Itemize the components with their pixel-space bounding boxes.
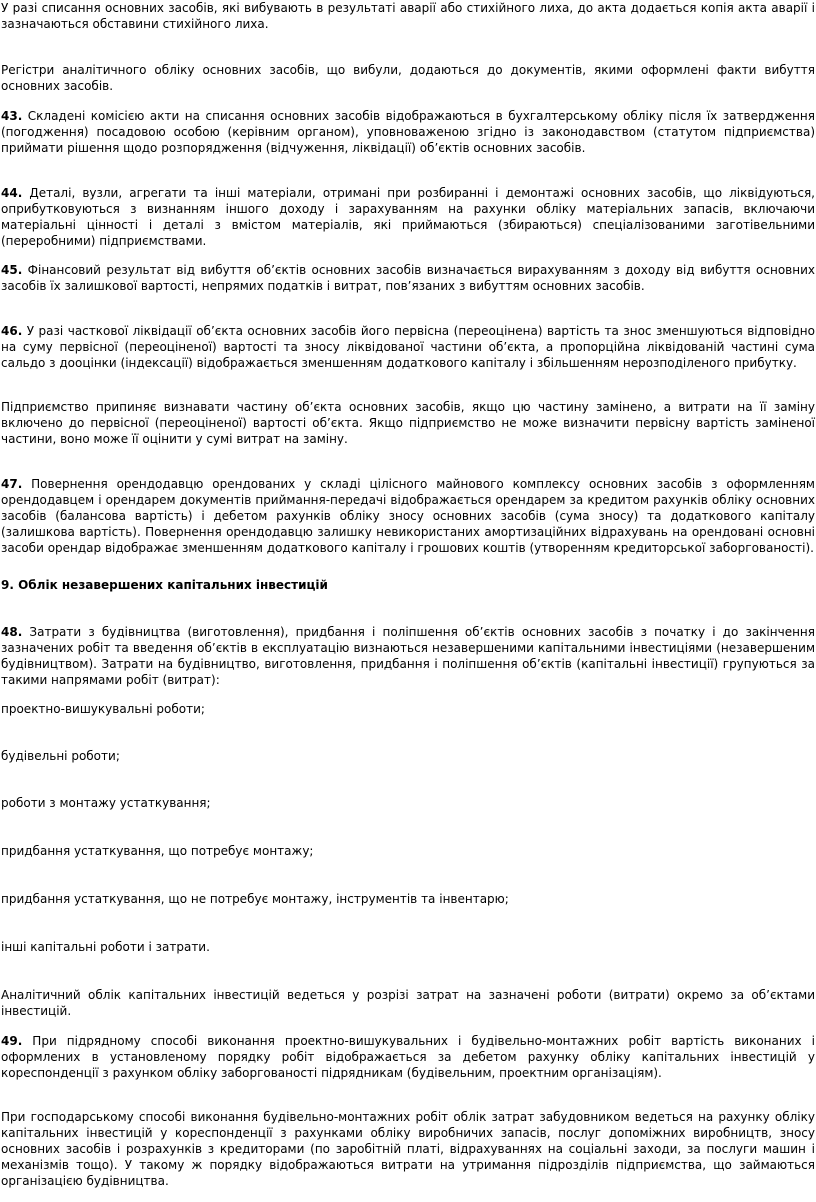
paragraph-number: 49. bbox=[1, 1034, 23, 1048]
paragraph-48: 48. Затрати з будівництва (виготовлення), придбання і поліпшення об’єктів основних засобів з початку і до закінчення зазначених робіт та введення об’єктів в експлуатацію визнаються незавершеними капітальними інвестиціями (незавершеним будівництвом). Затрати на будівництво, виготовлення, придбання і поліпшення об’єктів (капітальні інвестиції) групуються за такими напрямами робіт (витрат): bbox=[1, 625, 815, 687]
paragraph-49-household-method: При господарському способі виконання будівельно-монтажних робіт облік затрат забудовником ведеться на рахунку обліку капітальних інвестицій у кореспонденції з рахунками обліку виробничих запасів, послуг допоміжних виробництв, зносу основних засобів і розрахунків з кредиторами (по заробітній платі, відрахуваннях на соціальні заходи, за послуги машин і механізмів тощо). У такому ж порядку відображаються витрати на утримання підрозділів підприємства, що займаються організацією будівництва. bbox=[1, 1110, 815, 1188]
paragraph-48-analytics: Аналітичний облік капітальних інвестицій ведеться у розрізі затрат на зазначені роботи (витрати) окремо за об’єктами інвестицій. bbox=[1, 988, 815, 1018]
section-heading: 9. Облік незавершених капітальних інвестицій bbox=[1, 578, 328, 592]
paragraph-number: 43. bbox=[1, 109, 23, 123]
paragraph-46-partial-replacement: Підприємство припиняє визнавати частину об’єкта основних засобів, якщо цю частину замінено, а витрати на її заміну включено до первісної (переоціненої) вартості об’єкта. Якщо підприємство не може визначити первісну вартість заміненої частини, воно може її оцінити у сумі витрат на заміну. bbox=[1, 400, 815, 446]
paragraph-number: 47. bbox=[1, 477, 23, 491]
paragraph-accident-writeoff: У разі списання основних засобів, які вибувають в результаті аварії або стихійного лиха, до акта додається копія акта аварії і зазначаються обставини стихійного лиха. bbox=[1, 1, 815, 31]
list-item: проектно-вишукувальні роботи; bbox=[1, 702, 205, 716]
paragraph-number: 48. bbox=[1, 625, 23, 639]
paragraph-47: 47. Повернення орендодавцю орендованих у складі цілісного майнового комплексу основних засобів з оформленням орендодавцем і орендарем документів приймання-передачі відображається орендарем за кредитом рахунків обліку основних засобів (балансова вартість) і дебетом рахунків обліку зносу основних засобів (сума зносу) та додаткового капіталу (залишкова вартість). Повернення орендодавцю залишку невикористаних амортизаційних відрахувань на орендовані основні засоби орендар відображає зменшенням додаткового капіталу і грошових коштів (утворенням кредиторської заборгованості). bbox=[1, 477, 815, 555]
list-item: придбання устаткування, що потребує монтажу; bbox=[1, 844, 314, 858]
paragraph-44: 44. Деталі, вузли, агрегати та інші матеріали, отримані при розбиранні і демонтажі основних засобів, що ліквідуються, оприбутковуються з визнанням іншого доходу і зарахуванням на рахунки обліку матеріальних запасів, включаючи матеріальні цінності і деталі з вмістом матеріалів, які приймаються (збираються) спеціалізованими заготівельними (переробними) підприємствами. bbox=[1, 186, 815, 248]
list-item: інші капітальні роботи і затрати. bbox=[1, 940, 210, 954]
paragraph-45: 45. Фінансовий результат від вибуття об’єктів основних засобів визначається вирахуванням з доходу від вибуття основних засобів їх залишкової вартості, непрямих податків і витрат, пов’язаних з вибуттям основних засобів. bbox=[1, 263, 815, 293]
paragraph-49: 49. При підрядному способі виконання проектно-вишукувальних і будівельно-монтажних робіт вартість виконаних і оформлених в установленому порядку робіт відображається за дебетом рахунку обліку капітальних інвестицій у кореспонденції з рахунком обліку заборгованості підрядникам (будівельним, проектним організаціям). bbox=[1, 1034, 815, 1080]
paragraph-46: 46. У разі часткової ліквідації об’єкта основних засобів його первісна (переоцінена) вартість та знос зменшуються відповідно на суму первісної (переоціненої) вартості та зносу ліквідованої частини об’єкта, а пропорційна ліквідованій частині сума сальдо з дооцінки (індексації) відображається зменшенням додаткового капіталу і збільшенням нерозподіленого прибутку. bbox=[1, 324, 815, 370]
list-item: роботи з монтажу устаткування; bbox=[1, 796, 211, 810]
paragraph-43: 43. Складені комісією акти на списання основних засобів відображаються в бухгалтерському обліку після їх затвердження (погодження) посадовою особою (керівним органом), уповноваженою згідно із законодавством (статутом підприємства) приймати рішення щодо розпорядження (відчуження, ліквідації) об’єктів основних засобів. bbox=[1, 109, 815, 155]
list-item: придбання устаткування, що не потребує монтажу, інструментів та інвентарю; bbox=[1, 892, 509, 906]
list-item: будівельні роботи; bbox=[1, 749, 120, 763]
paragraph-number: 46. bbox=[1, 324, 23, 338]
paragraph-number: 45. bbox=[1, 263, 23, 277]
paragraph-analytic-registers: Регістри аналітичного обліку основних засобів, що вибули, додаються до документів, якими оформлені факти вибуття основних засобів. bbox=[1, 63, 815, 93]
paragraph-number: 44. bbox=[1, 186, 23, 200]
